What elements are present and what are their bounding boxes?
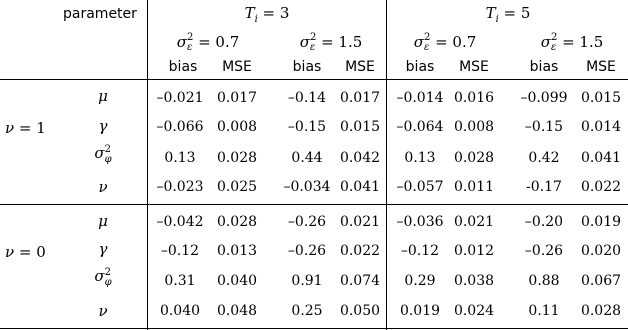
stat-label: bias [529, 59, 559, 75]
table-cell: 0.041 [339, 179, 381, 195]
table-cell: –0.034 [283, 179, 331, 195]
table-cell: 0.028 [216, 150, 258, 166]
table-cell: 0.015 [580, 90, 622, 106]
table-cell: –0.099 [520, 90, 568, 106]
sigma-header-1: σ 2 ε = 0.7 [176, 32, 240, 53]
table-cell: 0.028 [580, 303, 622, 319]
table-cell: 0.050 [339, 303, 381, 319]
table-cell: 0.038 [453, 273, 495, 289]
sigma-header-2: σ 2 ε = 1.5 [299, 32, 363, 53]
table-cell: –0.26 [287, 214, 327, 230]
rule-block-separator [0, 204, 628, 205]
table-cell: 0.13 [404, 150, 436, 166]
table-cell: 0.017 [216, 90, 258, 106]
stat-label: bias [168, 59, 198, 75]
table-cell: 0.048 [216, 303, 258, 319]
table-cell: 0.25 [291, 303, 323, 319]
rule-vertical-2 [386, 0, 387, 330]
table-cell: –0.12 [400, 243, 440, 259]
table-cell: 0.008 [216, 119, 258, 135]
stat-label: bias [405, 59, 435, 75]
block-label-nu0: ν = 0 [5, 243, 46, 261]
table-cell: 0.11 [528, 303, 560, 319]
table-cell: 0.44 [291, 150, 323, 166]
table-cell: 0.025 [216, 179, 258, 195]
table-cell: 0.91 [291, 273, 323, 289]
table-cell: 0.021 [339, 214, 381, 230]
param-label-gamma: γ [98, 240, 108, 258]
parameter-header: parameter [63, 6, 137, 22]
block-label-nu1: ν = 1 [5, 119, 46, 137]
param-label-mu: μ [98, 212, 108, 230]
table-cell: 0.020 [580, 243, 622, 259]
table-cell: –0.023 [156, 179, 204, 195]
table-cell: 0.074 [339, 273, 381, 289]
table-cell: 0.021 [453, 214, 495, 230]
table-cell: 0.011 [453, 179, 495, 195]
stat-label: MSE [345, 59, 375, 75]
table-cell: 0.022 [580, 179, 622, 195]
group-header-t3: $T_i = 3$ [244, 4, 290, 26]
table-cell: 0.024 [453, 303, 495, 319]
param-label-mu: μ [98, 87, 108, 105]
table-cell: 0.016 [453, 90, 495, 106]
param-label-sigma-phi: σ 2 φ [94, 267, 112, 288]
table-cell: –0.20 [524, 214, 564, 230]
table-cell: –0.057 [396, 179, 444, 195]
rule-table-bottom [0, 328, 628, 329]
param-label-nu: ν [98, 302, 108, 320]
table-cell: 0.040 [159, 303, 201, 319]
table-cell: –0.021 [156, 90, 204, 106]
table-cell: 0.067 [580, 273, 622, 289]
table-cell: -0.17 [526, 179, 562, 195]
table-cell: 0.31 [164, 273, 196, 289]
table-cell: 0.028 [453, 150, 495, 166]
stat-label: bias [292, 59, 322, 75]
table-cell: 0.42 [528, 150, 560, 166]
param-label-sigma-phi: σ 2 φ [94, 144, 112, 165]
table-cell: –0.014 [396, 90, 444, 106]
param-label-nu: ν [98, 178, 108, 196]
param-label-gamma: γ [98, 117, 108, 135]
table-cell: 0.042 [339, 150, 381, 166]
table-cell: –0.12 [160, 243, 200, 259]
table-cell: 0.041 [580, 150, 622, 166]
table-cell: 0.008 [453, 119, 495, 135]
sigma-header-3: σ 2 ε = 0.7 [413, 32, 477, 53]
stat-label: MSE [586, 59, 616, 75]
table-cell: –0.064 [396, 119, 444, 135]
table-cell: –0.036 [396, 214, 444, 230]
table-cell: 0.028 [216, 214, 258, 230]
table-cell: –0.15 [287, 119, 327, 135]
table-cell: 0.29 [404, 273, 436, 289]
rule-vertical-1 [147, 0, 148, 330]
table-cell: 0.88 [528, 273, 560, 289]
table-cell: 0.019 [580, 214, 622, 230]
table-cell: 0.13 [164, 150, 196, 166]
table-cell: –0.26 [524, 243, 564, 259]
stat-label: MSE [222, 59, 252, 75]
table-cell: –0.15 [524, 119, 564, 135]
rule-header-bottom [0, 79, 628, 80]
table-cell: 0.017 [339, 90, 381, 106]
stat-label: MSE [459, 59, 489, 75]
table-cell: –0.14 [287, 90, 327, 106]
table-cell: 0.019 [399, 303, 441, 319]
table-cell: 0.022 [339, 243, 381, 259]
table-cell: –0.042 [156, 214, 204, 230]
table-cell: 0.014 [580, 119, 622, 135]
table-cell: –0.26 [287, 243, 327, 259]
table-cell: 0.013 [216, 243, 258, 259]
table-cell: 0.015 [339, 119, 381, 135]
sigma-header-4: σ 2 ε = 1.5 [540, 32, 604, 53]
table-cell: 0.040 [216, 273, 258, 289]
group-header-t5: $T_i = 5$ [485, 4, 531, 26]
table-cell: 0.012 [453, 243, 495, 259]
table-cell: –0.066 [156, 119, 204, 135]
